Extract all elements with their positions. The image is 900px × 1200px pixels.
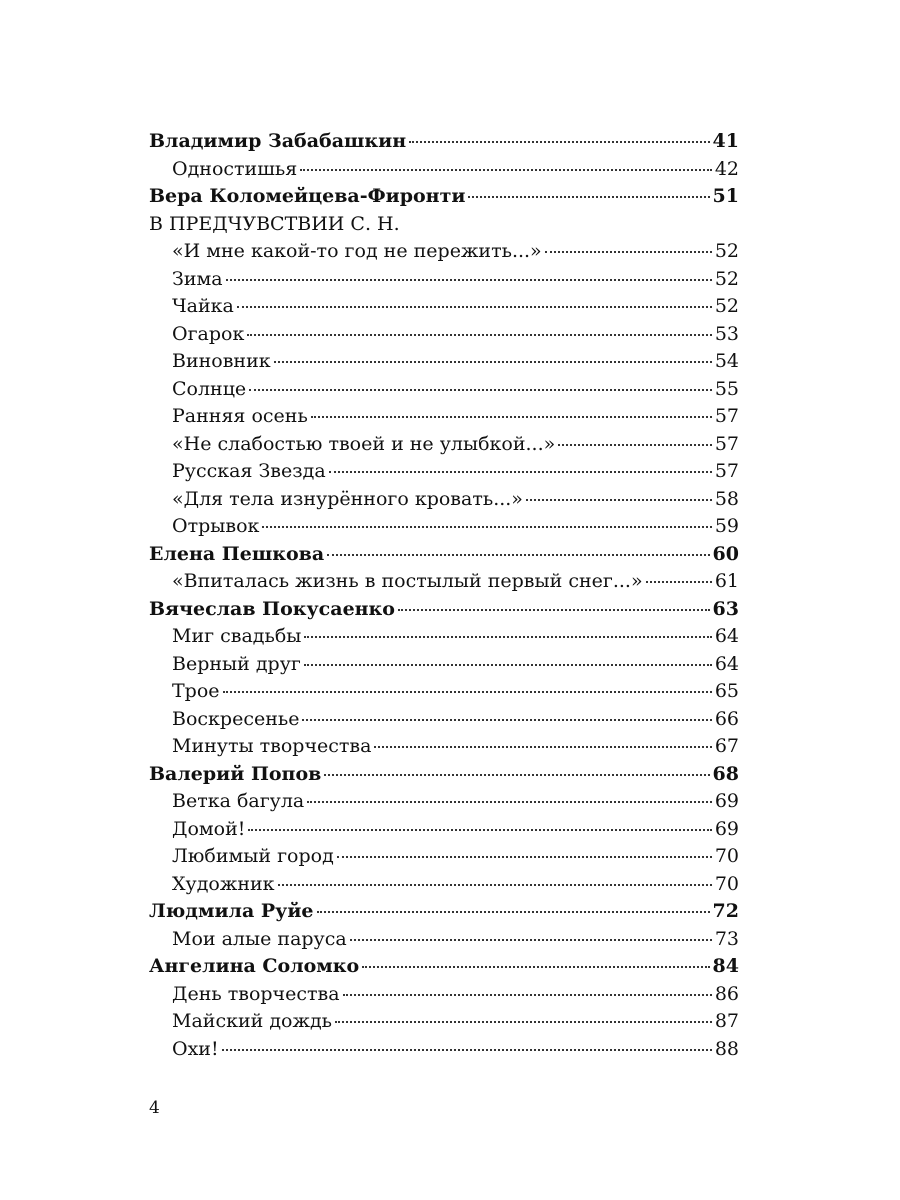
toc-poem-entry — [149, 706, 739, 734]
toc-entry-page-number: 51 — [712, 185, 739, 207]
toc-poem-entry — [149, 926, 739, 954]
dot-leader — [646, 581, 712, 583]
table-of-contents — [149, 128, 739, 1063]
toc-entry-title: Трое — [172, 680, 220, 702]
toc-entry-page-number: 63 — [712, 597, 739, 620]
toc-entry-page-number: 67 — [714, 735, 739, 757]
toc-poem-entry — [149, 403, 739, 431]
toc-entry-page-number: 87 — [714, 1010, 739, 1032]
toc-poem-entry — [149, 348, 739, 376]
toc-entry-title: Мои алые паруса — [172, 927, 347, 950]
toc-entry-title: День творчества — [172, 982, 340, 1005]
toc-entry-title: В ПРЕДЧУВСТВИИ С. Н. — [149, 212, 400, 235]
dot-leader — [327, 554, 709, 556]
toc-poem-entry — [149, 788, 739, 816]
dot-leader — [337, 856, 712, 858]
toc-entry-title: Ангелина Соломко — [149, 955, 360, 977]
toc-entry-title: Минуты творчества — [172, 735, 372, 757]
toc-entry-page-number: 68 — [712, 762, 739, 785]
dot-leader — [545, 251, 712, 253]
toc-poem-entry — [149, 156, 739, 184]
toc-entry-page-number: 69 — [714, 817, 739, 840]
toc-poem-entry — [149, 431, 739, 459]
toc-entry-page-number: 57 — [714, 405, 739, 427]
toc-entry-title: Воскресенье — [172, 707, 300, 730]
dot-leader — [374, 746, 711, 748]
toc-entry-page-number: 58 — [714, 487, 739, 510]
dot-leader — [409, 141, 709, 143]
toc-entry-page-number: 54 — [714, 350, 739, 372]
dot-leader — [302, 719, 711, 721]
toc-entry-title: Зима — [172, 267, 223, 290]
toc-entry-page-number: 52 — [714, 267, 739, 290]
toc-entry-page-number: 86 — [714, 982, 739, 1005]
dot-leader — [335, 1021, 712, 1023]
toc-poem-entry — [149, 376, 739, 404]
toc-entry-page-number: 88 — [714, 1037, 739, 1060]
toc-author-entry — [149, 183, 739, 211]
toc-poem-entry — [149, 321, 739, 349]
dot-leader — [304, 636, 711, 638]
dot-leader — [398, 609, 710, 611]
toc-poem-entry — [149, 871, 739, 899]
dot-leader — [350, 939, 712, 941]
toc-poem-entry — [149, 568, 739, 596]
toc-entry-page-number: 70 — [714, 845, 739, 867]
toc-entry-title: Любимый город — [172, 845, 334, 867]
dot-leader — [324, 774, 709, 776]
toc-entry-title: «Не слабостью твоей и не улыбкой...» — [172, 432, 556, 455]
dot-leader — [311, 416, 712, 418]
toc-section-heading — [149, 211, 739, 239]
toc-entry-title: Ветка багула — [172, 790, 305, 812]
toc-entry-title: Верный друг — [172, 652, 301, 675]
toc-poem-entry — [149, 623, 739, 651]
toc-entry-page-number: 57 — [714, 460, 739, 482]
dot-leader — [468, 196, 709, 198]
toc-poem-entry — [149, 293, 739, 321]
dot-leader — [262, 526, 711, 528]
dot-leader — [222, 1049, 712, 1051]
toc-entry-title: Огарок — [172, 322, 245, 345]
dot-leader — [249, 389, 712, 391]
toc-poem-entry — [149, 981, 739, 1009]
toc-poem-entry — [149, 238, 739, 266]
toc-poem-entry — [149, 843, 739, 871]
toc-entry-title: Валерий Попов — [149, 762, 322, 785]
dot-leader — [343, 994, 712, 996]
toc-entry-page-number: 66 — [714, 707, 739, 730]
toc-author-entry — [149, 953, 739, 981]
toc-poem-entry — [149, 651, 739, 679]
dot-leader — [248, 829, 711, 831]
toc-entry-page-number: 61 — [714, 570, 739, 592]
toc-entry-page-number: 84 — [712, 955, 739, 977]
toc-entry-title: Елена Пешкова — [149, 542, 325, 565]
dot-leader — [223, 691, 712, 693]
toc-entry-page-number: 64 — [714, 625, 739, 647]
toc-poem-entry — [149, 816, 739, 844]
toc-entry-page-number: 64 — [714, 652, 739, 675]
toc-entry-page-number: 59 — [714, 515, 739, 537]
toc-entry-title: «Для тела изнурённого кровать...» — [172, 487, 523, 510]
toc-poem-entry — [149, 513, 739, 541]
dot-leader — [226, 279, 712, 281]
toc-entry-page-number: 53 — [714, 322, 739, 345]
toc-poem-entry — [149, 1036, 739, 1064]
toc-entry-title: Майский дождь — [172, 1010, 332, 1032]
toc-poem-entry — [149, 678, 739, 706]
toc-entry-title: Одностишья — [172, 157, 298, 180]
toc-entry-title: Художник — [172, 872, 275, 895]
toc-entry-page-number: 55 — [714, 377, 739, 400]
toc-entry-title: Чайка — [172, 295, 234, 317]
toc-entry-title: Солнце — [172, 377, 247, 400]
toc-entry-page-number: 41 — [712, 130, 739, 152]
toc-entry-page-number: 52 — [714, 295, 739, 317]
toc-entry-title: Миг свадьбы — [172, 625, 302, 647]
dot-leader — [317, 911, 710, 913]
toc-entry-page-number: 42 — [714, 157, 739, 180]
toc-poem-entry — [149, 266, 739, 294]
page-number: 4 — [149, 1098, 160, 1118]
dot-leader — [247, 334, 711, 336]
toc-entry-title: «Впиталась жизнь в постылый первый снег...» — [172, 570, 643, 592]
toc-author-entry — [149, 596, 739, 624]
dot-leader — [526, 499, 712, 501]
toc-entry-title: «И мне какой-то год не пережить...» — [172, 240, 542, 262]
dot-leader — [300, 169, 712, 171]
dot-leader — [362, 966, 709, 968]
toc-entry-title: Людмила Руйе — [149, 900, 314, 922]
toc-entry-page-number: 52 — [714, 240, 739, 262]
toc-author-entry — [149, 761, 739, 789]
toc-poem-entry — [149, 458, 739, 486]
toc-entry-title: Вера Коломейцева-Фиронти — [149, 185, 466, 207]
toc-poem-entry — [149, 1008, 739, 1036]
dot-leader — [278, 884, 712, 886]
dot-leader — [307, 801, 712, 803]
toc-entry-page-number: 65 — [714, 680, 739, 702]
dot-leader — [237, 306, 712, 308]
toc-entry-page-number: 60 — [712, 542, 739, 565]
toc-entry-page-number: 72 — [712, 900, 739, 922]
toc-entry-title: Ранняя осень — [172, 405, 308, 427]
toc-poem-entry — [149, 486, 739, 514]
dot-leader — [274, 361, 712, 363]
toc-entry-title: Домой! — [172, 817, 246, 840]
dot-leader — [329, 471, 712, 473]
toc-poem-entry — [149, 733, 739, 761]
toc-entry-title: Владимир Забабашкин — [149, 130, 407, 152]
toc-entry-title: Отрывок — [172, 515, 260, 537]
toc-author-entry — [149, 541, 739, 569]
dot-leader — [558, 444, 712, 446]
toc-entry-page-number: 73 — [714, 927, 739, 950]
toc-entry-page-number: 69 — [714, 790, 739, 812]
toc-author-entry — [149, 128, 739, 156]
toc-entry-page-number: 57 — [714, 432, 739, 455]
toc-entry-title: Охи! — [172, 1037, 219, 1060]
toc-entry-title: Русская Звезда — [172, 460, 326, 482]
toc-entry-title: Виновник — [172, 350, 271, 372]
toc-author-entry — [149, 898, 739, 926]
toc-entry-title: Вячеслав Покусаенко — [149, 597, 395, 620]
toc-entry-page-number: 70 — [714, 872, 739, 895]
dot-leader — [304, 664, 712, 666]
